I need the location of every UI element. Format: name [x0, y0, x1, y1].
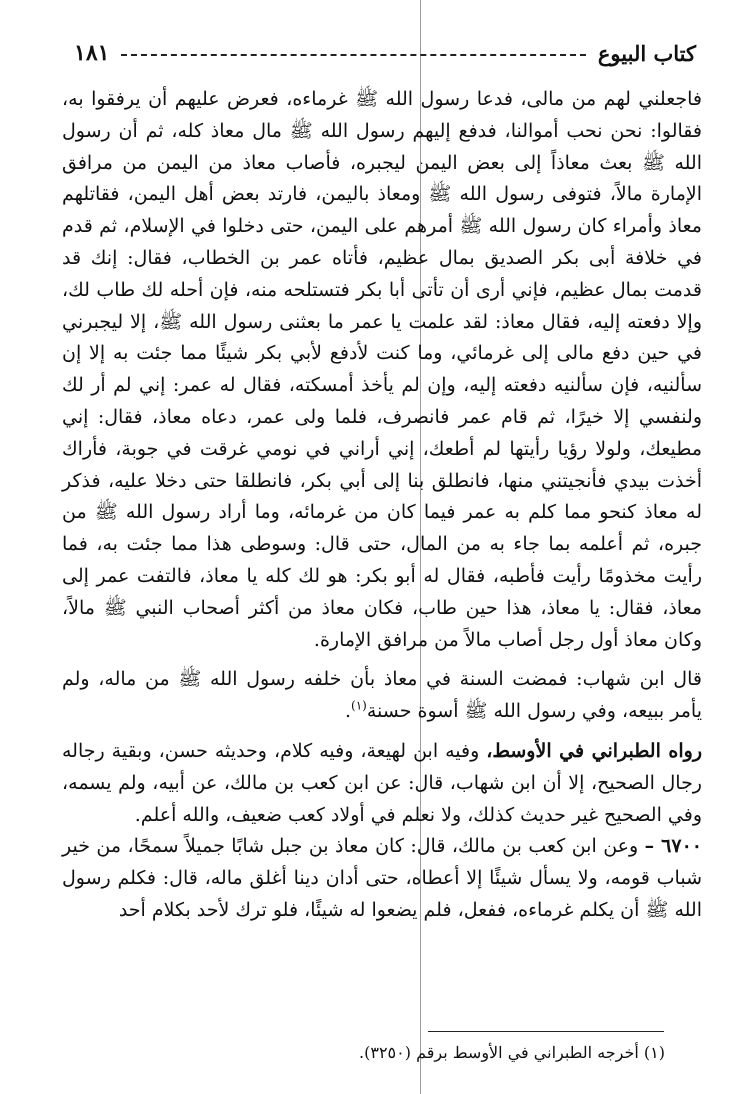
hadith-number: ٦٧٠٠ –	[644, 835, 702, 858]
main-text	[62, 84, 702, 927]
running-header	[74, 36, 696, 70]
source-attribution: رواه الطبراني في الأوسط،	[486, 739, 703, 762]
paragraph-story	[62, 84, 702, 656]
paragraph-text: قال ابن شهاب: فمضت السنة في معاذ بأن خلفه رسول الله ﷺ من ماله، ولم يأمر ببيعه، وفي رسول الله ﷺ أسوة حسنة	[62, 668, 702, 723]
paragraph-text: وفيه ابن لهيعة، وفيه كلام، وحديثه حسن، وبقية رجاله رجال الصحيح، إلا أن ابن شهاب، قال: عن ابن كعب بن مالك، عن أبيه، ولم يسمه، وفي الصحيح غير حديث كذلك، ولا نعلم في أولاد كعب ضعيف، والله أعلم.	[62, 739, 702, 826]
chapter-title: كتاب البيوع	[597, 40, 696, 66]
paragraph-takhrij	[62, 736, 702, 831]
page-number: ١٨١	[74, 40, 110, 66]
paragraph-text: وعن ابن كعب بن مالك، قال: كان معاذ بن جبل شابًا جميلاً سمحًا، من خير شباب قومه، ولا يسأل شيئًا إلا أعطاه، حتى أدان دينا أغلق ماله، قال: فكلم رسول الله ﷺ أن يكلم غرماءه، ففعل، فلم يضعوا له شيئًا، فلو ترك لأحد بكلام أحد	[62, 835, 702, 921]
footnote	[360, 1042, 665, 1064]
header-dashed-rule	[121, 54, 585, 56]
footnote-reference[interactable]: (١)	[351, 698, 367, 713]
footnote-separator	[428, 1031, 664, 1032]
footnote-text: (١) أخرجه الطبراني في الأوسط برقم (٣٢٥٠).	[359, 1043, 665, 1062]
paragraph-end-punct: .	[344, 700, 352, 723]
paragraph-text: فاجعلني لهم من مالى، فدعا رسول الله ﷺ غرماءه، فعرض عليهم أن يرفقوا به، فقالوا: نحن نحب أموالنا، فدفع إليهم رسول الله ﷺ مال معاذ كله، ثم أن رسول الله ﷺ بعث معاذاً إلى بعض اليمن ليجبره، فأصاب معاذ من اليمن من مرافق الإمارة مالاً، فتوفى رسول الله ﷺ ومعاذ باليمن، فارتد بعض أهل اليمن، فقاتلهم معاذ وأمراء كان رسول الله ﷺ أمرهم على اليمن، حتى دخلوا في الإسلام، ثم قدم في خلافة أبى بكر الصديق بمال عظيم، فأتاه عمر بن الخطاب، فقال: إنك قد قدمت بمال عظيم، فإني أرى أن تأتى أبا بكر فتستلحه منه، فإن أحله لك طاب لك، وإلا دفعته إليه، فقال معاذ: لقد علمت يا عمر ما بعثنى رسول الله ﷺ، إلا ليجبرني في حين دفع مالى إلى غرمائي، وما كنت لأدفع لأبي بكر شيئًا مما جئت به إلا إن سألنيه، فإن سألنيه دفعته إليه، وإن لم يأخذ أمسكته، فقال له عمر: إني لم أر لك ولنفسي إلا خيرًا، ثم قام عمر فانصرف، فلما ولى عمر، دعاه معاذ، فقال: إني مطيعك، ولولا رؤيا رأيتها لم أطعك، إني أراني في نومي غرقت في جوبة، فأراك أخذت بيدي فأنجيتني منها، فانطلق بنا إلى أبي بكر، فانطلقا حتى دخلا عليه، فذكر له معاذ كنحو مما كلم به عمر فيما كان من غرمائه، وما أراد رسول الله ﷺ من جبره، ثم أعلمه بما جاء به من المال، حتى قال: وسوطى هذا مما جئت به، فما رأيت مخذومًا رأيت فأطبه، فقال له أبو بكر: هو لك كله يا معاذ، فالتفت عمر إلى معاذ، فقال: يا معاذ، هذا حين طاب، فكان معاذ من أكثر أصحاب النبي ﷺ مالاً، وكان معاذ أول رجل أصاب مالاً من مرافق الإمارة.	[62, 88, 703, 651]
paragraph-hadith-6700	[62, 831, 702, 926]
paragraph-ibn-shihab	[62, 664, 702, 728]
